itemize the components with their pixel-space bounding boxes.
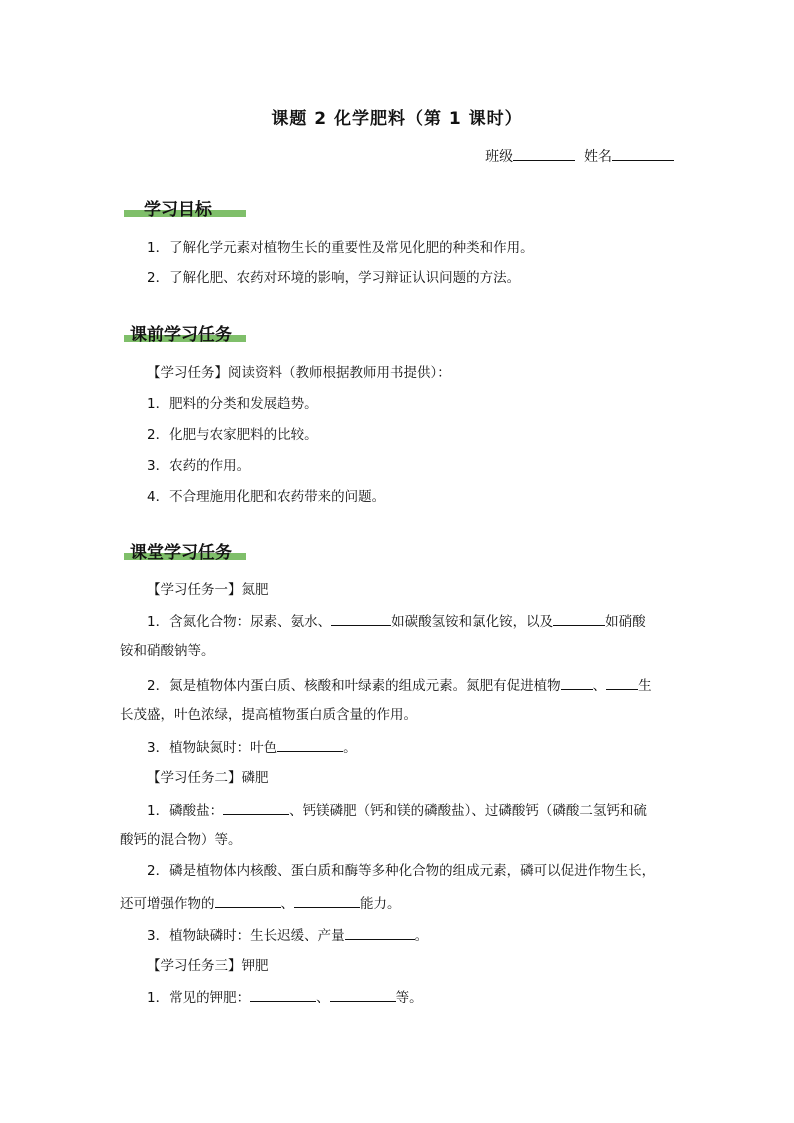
task2-q2: 2．磷是植物体内核酸、蛋白质和酶等多种化合物的组成元素，磷可以促进作物生长， [147,863,656,879]
q-text: 、 [592,678,607,694]
task2-q1 [147,800,676,821]
q-text: 、钙镁磷肥（钙和镁的磷酸盐）、过磷酸钙（磷酸二氢钙和硫 [289,803,647,819]
q-text: 3．植物缺磷时：生长迟缓、产量 [147,928,345,944]
q-text: 能力。 [360,896,401,912]
pre-item: 1．肥料的分类和发展趋势。 [147,396,318,412]
class-blank[interactable] [513,146,575,161]
task2-label: 【学习任务二】磷肥 [147,770,269,786]
answer-blank[interactable] [294,893,360,908]
name-label: 姓名 [584,149,612,165]
task1-q1 [147,611,676,632]
section-goals [124,195,212,220]
q-text: 等。 [395,990,423,1006]
page-title: 课题 2 化学肥料（第 1 课时） [271,109,523,129]
q-text: 如硝酸 [605,614,646,630]
task1-q3 [147,737,676,758]
task3-label: 【学习任务三】钾肥 [147,958,269,974]
answer-blank[interactable] [223,800,289,815]
q-text: 生 [638,678,652,694]
task1-q1-cont: 铵和硝酸钠等。 [120,643,215,659]
task1-q2 [147,675,676,696]
task2-q3 [147,925,676,946]
goal-item: 1．了解化学元素对植物生长的重要性及常见化肥的种类和作用。 [147,240,534,256]
name-blank[interactable] [612,146,674,161]
q-text: 1．常见的钾肥： [147,990,251,1006]
q-text: 1．磷酸盐： [147,803,224,819]
class-label: 班级 [485,149,514,165]
q-text: 3．植物缺氮时：叶色 [147,740,278,756]
q-text: 还可增强作物的 [120,896,215,912]
goal-item: 2．了解化肥、农药对环境的影响，学习辩证认识问题的方法。 [147,270,521,286]
pre-item: 2．化肥与农家肥料的比较。 [147,427,318,443]
pre-item: 3．农药的作用。 [147,458,251,474]
answer-blank[interactable] [331,611,391,626]
pre-task-label: 【学习任务】阅读资料（教师根据教师用书提供）： [147,365,451,381]
q-text: 1．含氮化合物：尿素、氨水、 [147,614,332,630]
q-text: 。 [414,928,429,944]
task2-q1-cont: 酸钙的混合物）等。 [120,832,242,848]
q-text: 、 [316,990,330,1006]
answer-blank[interactable] [345,925,415,940]
answer-blank[interactable] [553,611,605,626]
answer-blank[interactable] [277,737,343,752]
section-title-pre: 课前学习任务 [130,325,232,345]
answer-blank[interactable] [250,987,316,1002]
answer-blank[interactable] [330,987,396,1002]
q-text: 、 [280,896,294,912]
section-pre [124,320,232,345]
section-title-class: 课堂学习任务 [130,543,232,563]
answer-blank[interactable] [215,893,281,908]
q-text: 。 [343,740,357,756]
q-text: 如碳酸氢铵和氯化铵，以及 [391,614,554,630]
task1-q2-cont: 长茂盛，叶色浓绿，提高植物蛋白质含量的作用。 [120,707,417,723]
class-name-line [485,146,674,166]
task2-q2-cont [120,893,676,914]
q-text: 2．氮是植物体内蛋白质、核酸和叶绿素的组成元素。氮肥有促进植物 [147,678,561,694]
answer-blank[interactable] [561,675,593,690]
section-class [124,538,232,563]
section-title-goals: 学习目标 [144,200,212,220]
answer-blank[interactable] [606,675,638,690]
task3-q1 [147,987,676,1008]
task1-label: 【学习任务一】氮肥 [147,582,269,598]
pre-item: 4．不合理施用化肥和农药带来的问题。 [147,489,386,505]
